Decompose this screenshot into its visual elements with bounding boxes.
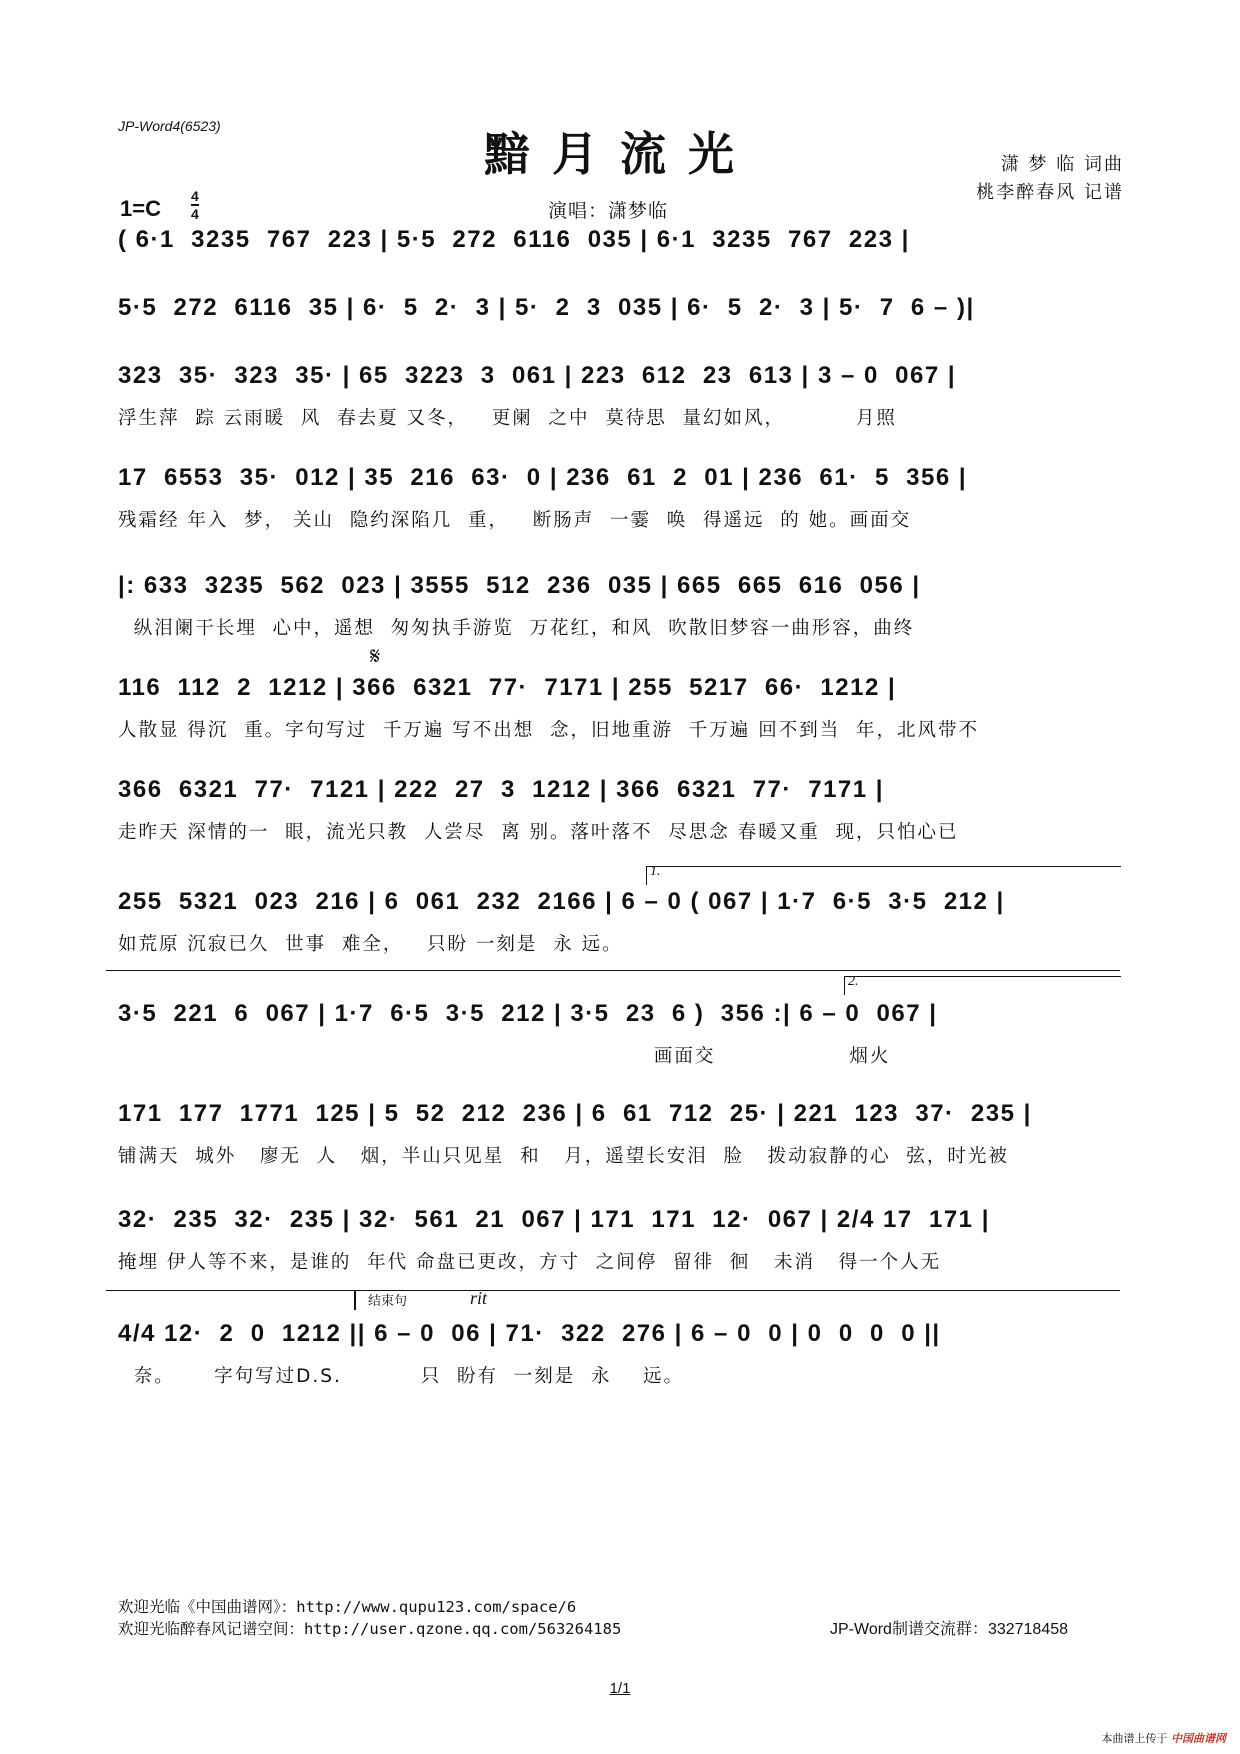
lyrics-line: 人散显 得沉 重。字句写过 千万遍 写不出想 念，旧地重游 千万遍 回不到当 年，北风带不 [118,720,979,741]
rit-marking: rit [470,1288,488,1308]
upload-prefix: 本曲谱上传于 [1101,1732,1168,1745]
key-signature: 1=C [120,196,161,221]
page-number: 1/1 [609,1680,631,1697]
notes-line: 17 6553 35· 012 | 35 216 63· 0 | 236 61 2 01 | 236 61· 5 356 | [118,464,968,491]
time-signature [190,188,200,222]
notes-line: 171 177 1771 125 | 5 52 212 236 | 6 61 712 25· | 221 123 37· 235 | [118,1100,1032,1127]
footer-group: JP-Word制谱交流群：332718458 [830,1621,1069,1638]
lyrics-line: 奈。 字句写过D.S. 只 盼有 一刻是 永 远。 [118,1366,685,1387]
time-signature-top: 4 [191,188,199,204]
footer-links [118,1596,621,1640]
notes-line: |: 633 3235 562 023 | 3555 512 236 035 | 665 665 616 056 | [118,572,921,599]
notes-line: 366 6321 77· 7121 | 222 27 3 1212 | 366 6321 77· 7171 | [118,776,885,803]
footer-link-qzone[interactable]: 欢迎光临醉春风记谱空间：http://user.qzone.qq.com/563264185 [118,1620,622,1638]
lyrics-line: 纵泪阑干长埋 心中，遥想 匆匆执手游览 万花红，和风 吹散旧梦容一曲形容，曲终 [118,618,915,639]
notes-line: 323 35· 323 35· | 65 3223 3 061 | 223 612 23 613 | 3 – 0 067 | [118,362,957,389]
song-title: 黯月流光 [484,127,756,181]
lyrics-line: 掩埋 伊人等不来，是谁的 年代 命盘已更改，方寸 之间停 留徘 徊 未消 得一个人无 [118,1252,942,1273]
notes-line: 32· 235 32· 235 | 32· 561 21 067 | 171 171 12· 067 | 2/4 17 171 | [118,1206,990,1233]
volta-2-bracket [844,976,1121,995]
software-version: JP-Word4(6523) [118,118,221,134]
lyrics-line: 铺满天 城外 廖无 人 烟，半山只见星 和 月，遥望长安泪 脸 拨动寂静的心 弦，时光被 [118,1146,1009,1167]
time-signature-bottom: 4 [191,206,199,222]
volta-1-bracket [646,866,1121,885]
lyrics-line: 浮生萍 踪 云雨暖 风 春去夏 又冬， 更阑 之中 莫待思 量幻如风， 月照 [118,408,897,429]
transcriber-credit: 桃李醉春风 记谱 [976,182,1124,203]
volta-1-label: 1. [650,864,661,879]
lyrics-line: 如荒原 沉寂已久 世事 难全， 只盼 一刻是 永 远。 [118,934,623,955]
segno-sign: 𝄋 [370,644,381,670]
ending-label: 结束句 [368,1293,408,1308]
lyrics-line: 残霜经 年入 梦， 关山 隐约深陷几 重， 断肠声 一霎 唤 得遥远 的 她。画面交 [118,510,912,531]
notes-line: 4/4 12· 2 0 1212 || 6 – 0 06 | 71· 322 276 | 6 – 0 0 | 0 0 0 0 || [118,1320,941,1347]
upload-site-logo[interactable]: 中国曲谱网 [1171,1732,1226,1745]
composer-credit: 潇 梦 临 词曲 [1000,154,1124,175]
lyrics-line: 画面交 烟火 [118,1046,891,1067]
lyrics-line: 走昨天 深情的一 眼，流光只教 人尝尽 离 别。落叶落不 尽思念 春暖又重 现，只怕心已 [118,822,959,843]
volta-2-label: 2. [848,974,859,989]
notes-line: 5·5 272 6116 35 | 6· 5 2· 3 | 5· 2 3 035 | 6· 5 2· 3 | 5· 7 6 – )| [118,294,975,321]
footer-link-qupu[interactable]: 欢迎光临《中国曲谱网》：http://www.qupu123.com/space/6 [118,1598,577,1616]
volta-1-continuation [106,970,1120,971]
notes-line: 116 112 2 1212 | 366 6321 77· 7171 | 255 5217 66· 1212 | [118,674,897,701]
singer-credit: 演唱：潇梦临 [548,200,669,222]
notes-line: 3·5 221 6 067 | 1·7 6·5 3·5 212 | 3·5 23 6 ) 356 :| 6 – 0 067 | [118,1000,938,1027]
notes-line: 255 5321 023 216 | 6 061 232 2166 | 6 – 0 ( 067 | 1·7 6·5 3·5 212 | [118,888,1005,915]
upload-note [1102,1730,1227,1746]
notes-line: ( 6·1 3235 767 223 | 5·5 272 6116 035 | 6·1 3235 767 223 | [118,226,910,253]
